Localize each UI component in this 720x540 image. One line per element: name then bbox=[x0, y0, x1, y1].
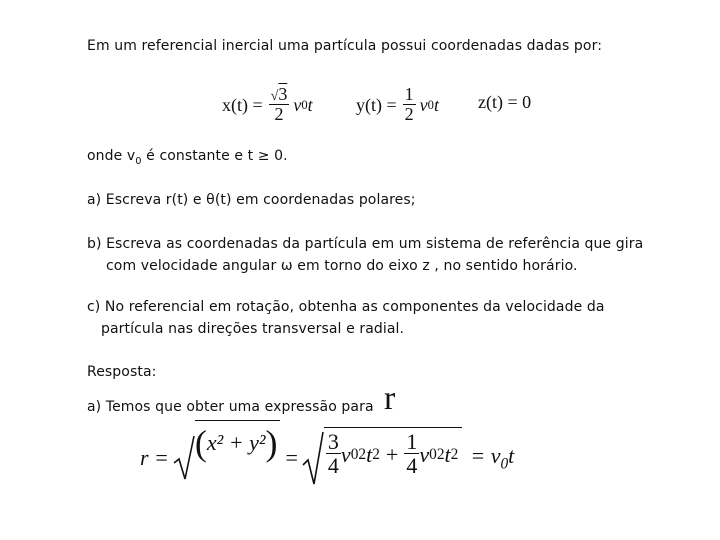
result-term2-v: v bbox=[419, 441, 430, 467]
question-a: a) Escreva r(t) e θ(t) em coordenadas polares; bbox=[87, 192, 416, 208]
result-rhs: = $v_0t$ bbox=[470, 442, 515, 473]
result-f1-den: 4 bbox=[327, 453, 339, 479]
result-term1-v: v bbox=[340, 441, 351, 467]
y-v: v bbox=[419, 94, 428, 115]
y-lhs: y(t) = bbox=[356, 94, 397, 115]
result-f2-num: 1 bbox=[406, 429, 418, 455]
y-den: 2 bbox=[404, 104, 414, 125]
question-c-line2: partícula nas direções transversal e radial. bbox=[101, 321, 405, 337]
sqrt-content-1: ( x² + y² ) bbox=[195, 420, 280, 463]
result-plus: + bbox=[385, 441, 399, 467]
result-f2-den: 4 bbox=[406, 453, 418, 479]
y-t: t bbox=[433, 94, 439, 115]
y-v-sub: 0 bbox=[427, 97, 434, 112]
result-f1-num: 3 bbox=[327, 429, 339, 455]
x-fraction: $\frac{√3}{2}$ bbox=[270, 83, 288, 125]
x-equation bbox=[222, 80, 313, 130]
x-v: v bbox=[293, 94, 302, 115]
sqrt-sign-1 bbox=[173, 433, 195, 483]
result-eq: = bbox=[285, 445, 298, 470]
z-equation: z(t) = 0 bbox=[478, 92, 532, 112]
x-den: 2 bbox=[274, 104, 284, 125]
answer-label: Resposta: bbox=[87, 364, 157, 380]
sqrt-content-2: $\frac{3}{4}$ v 0 2 t 2 + $\frac{1}{4}$ v 0 2 t 2 bbox=[324, 427, 462, 478]
y-fraction bbox=[403, 85, 416, 125]
intro-text: Em um referencial inercial uma partícula possui coordenadas dadas por: bbox=[87, 38, 603, 54]
y-num: 1 bbox=[404, 84, 414, 105]
answer-a-symbol: r bbox=[384, 380, 396, 417]
question-b-line1: b) Escreva as coordenadas da partícula em um sistema de referência que gira bbox=[87, 236, 644, 252]
where-text: onde $v_0$ é constante e t ≥ 0. bbox=[87, 148, 288, 167]
result-equation bbox=[140, 422, 515, 490]
sqrt-sign-2 bbox=[302, 429, 324, 487]
x-lhs: x(t) = bbox=[222, 94, 263, 115]
x-t: t bbox=[307, 94, 313, 115]
question-b-line2: com velocidade angular ω em torno do eixo z , no sentido horário. bbox=[106, 258, 578, 274]
result-lhs: r = bbox=[140, 445, 169, 470]
x-num: 3 bbox=[278, 83, 288, 104]
x-v-sub: 0 bbox=[301, 97, 308, 112]
answer-a-text: a) Temos que obter uma expressão para bbox=[87, 399, 374, 415]
result-inner: x² + y² bbox=[206, 429, 266, 455]
y-equation bbox=[356, 80, 439, 130]
question-c-line1: c) No referencial em rotação, obtenha as componentes da velocidade da bbox=[87, 299, 605, 315]
